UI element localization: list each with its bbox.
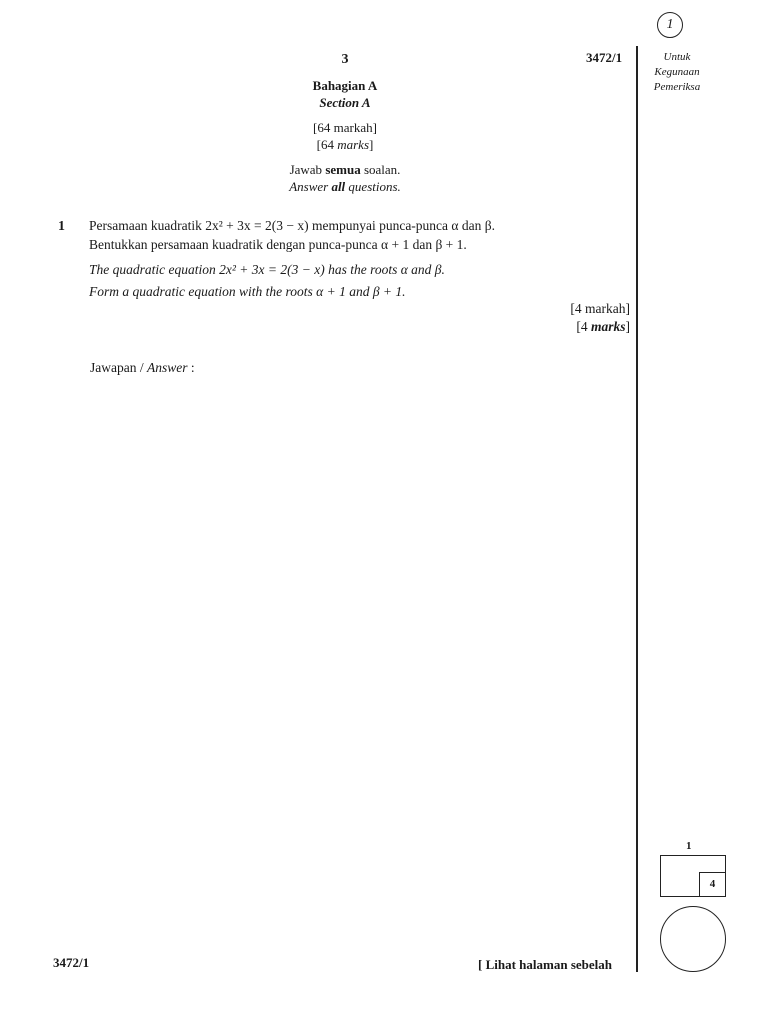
paper-code-header: 3472/1 <box>586 50 623 65</box>
question-marks-en: [4 marks] <box>576 319 630 334</box>
answer-label: Jawapan / Answer : <box>90 360 195 375</box>
examiner-use-line-3: Pemeriksa <box>653 81 701 93</box>
circled-mark: 1 <box>657 12 683 38</box>
score-circle <box>660 906 726 972</box>
paper-code-footer: 3472/1 <box>53 955 90 970</box>
margin-divider <box>636 46 638 972</box>
question-line-en-2: Form a quadratic equation with the roots α + 1 and β + 1. <box>89 284 406 299</box>
instruction-en: Answer all questions. <box>289 179 401 194</box>
examiner-use-line-2: Kegunaan <box>654 66 700 78</box>
section-marks-ms: [64 markah] <box>313 120 377 135</box>
next-page-note: [ Lihat halaman sebelah <box>478 957 612 972</box>
instruction-ms: Jawab semua soalan. <box>289 162 401 177</box>
score-box-question-number: 1 <box>686 840 692 852</box>
section-title-ms: Bahagian A <box>312 78 378 93</box>
section-title-en: Section A <box>319 95 371 110</box>
page-number: 3 <box>341 52 349 67</box>
question-line-ms-2: Bentukkan persamaan kuadratik dengan punca-punca α + 1 dan β + 1. <box>89 237 467 252</box>
examiner-use-label <box>642 50 712 95</box>
examiner-use-line-1: Untuk <box>663 51 691 63</box>
question-line-en-1: The quadratic equation 2x² + 3x = 2(3 − x) has the roots α and β. <box>89 262 445 277</box>
section-marks-en: [64 marks] <box>316 137 374 152</box>
question-marks-ms: [4 markah] <box>570 301 630 316</box>
question-line-ms-1: Persamaan kuadratik 2x² + 3x = 2(3 − x) mempunyai punca-punca α dan β. <box>89 218 495 233</box>
question-number: 1 <box>58 219 65 234</box>
score-box-max-marks: 4 <box>699 872 725 896</box>
